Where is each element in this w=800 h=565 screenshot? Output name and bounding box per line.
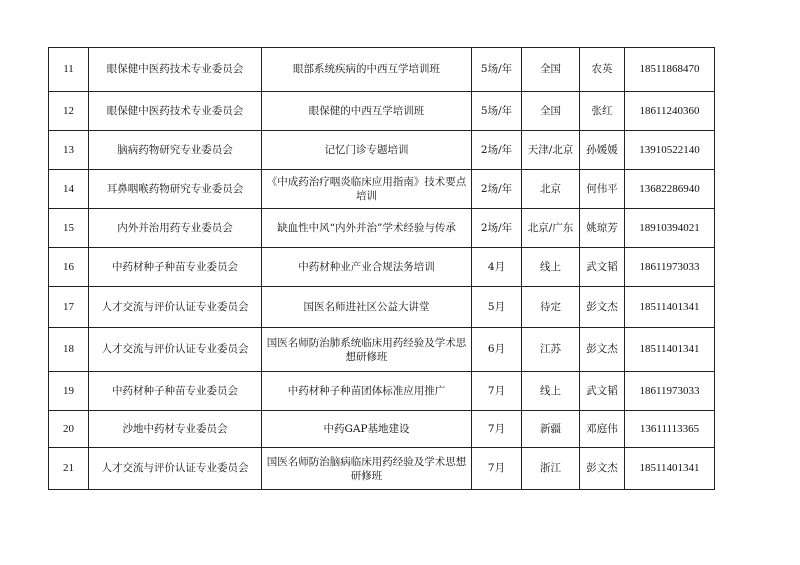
table-row [49, 248, 715, 287]
frequency-cell: 6月 [472, 328, 522, 372]
table-row [49, 48, 715, 92]
contact-cell: 彭文杰 [580, 328, 625, 372]
row-number: 13 [49, 131, 89, 170]
course-cell: 记忆门诊专题培训 [262, 131, 472, 170]
frequency-cell: 2场/年 [472, 131, 522, 170]
row-number: 20 [49, 411, 89, 448]
table-row [49, 170, 715, 209]
phone-cell: 18611240360 [625, 92, 715, 131]
row-number: 19 [49, 372, 89, 411]
contact-cell: 武文韬 [580, 248, 625, 287]
row-number: 16 [49, 248, 89, 287]
frequency-cell: 4月 [472, 248, 522, 287]
location-cell: 浙江 [522, 448, 580, 490]
course-cell: 《中成药治疗咽炎临床应用指南》技术要点培训 [262, 170, 472, 209]
frequency-cell: 5场/年 [472, 48, 522, 92]
committee-cell: 脑病药物研究专业委员会 [89, 131, 262, 170]
table-row [49, 328, 715, 372]
course-cell: 中药材种业产业合规法务培训 [262, 248, 472, 287]
committee-cell: 人才交流与评价认证专业委员会 [89, 287, 262, 328]
location-cell: 待定 [522, 287, 580, 328]
phone-cell: 18511401341 [625, 287, 715, 328]
contact-cell: 农英 [580, 48, 625, 92]
location-cell: 线上 [522, 248, 580, 287]
course-cell: 眼部系统疾病的中西互学培训班 [262, 48, 472, 92]
table-row [49, 209, 715, 248]
location-cell: 北京/广东 [522, 209, 580, 248]
phone-cell: 13910522140 [625, 131, 715, 170]
row-number: 12 [49, 92, 89, 131]
frequency-cell: 2场/年 [472, 170, 522, 209]
table-row [49, 372, 715, 411]
frequency-cell: 7月 [472, 372, 522, 411]
row-number: 14 [49, 170, 89, 209]
phone-cell: 13611113365 [625, 411, 715, 448]
committee-cell: 内外并治用药专业委员会 [89, 209, 262, 248]
frequency-cell: 7月 [472, 448, 522, 490]
contact-cell: 何伟平 [580, 170, 625, 209]
committee-cell: 耳鼻咽喉药物研究专业委员会 [89, 170, 262, 209]
course-cell: 国医名师防治脑病临床用药经验及学术思想研修班 [262, 448, 472, 490]
location-cell: 北京 [522, 170, 580, 209]
row-number: 15 [49, 209, 89, 248]
row-number: 18 [49, 328, 89, 372]
location-cell: 全国 [522, 92, 580, 131]
committee-cell: 沙地中药材专业委员会 [89, 411, 262, 448]
phone-cell: 18611973033 [625, 372, 715, 411]
committee-cell: 人才交流与评价认证专业委员会 [89, 448, 262, 490]
phone-cell: 18611973033 [625, 248, 715, 287]
phone-cell: 18511401341 [625, 448, 715, 490]
committee-cell: 眼保健中医药技术专业委员会 [89, 48, 262, 92]
course-cell: 国医名师进社区公益大讲堂 [262, 287, 472, 328]
contact-cell: 张红 [580, 92, 625, 131]
phone-cell: 18511868470 [625, 48, 715, 92]
contact-cell: 彭文杰 [580, 287, 625, 328]
table-row [49, 131, 715, 170]
committee-cell: 眼保健中医药技术专业委员会 [89, 92, 262, 131]
course-cell: 中药材种子种苗团体标准应用推广 [262, 372, 472, 411]
frequency-cell: 5场/年 [472, 92, 522, 131]
course-cell: 眼保健的中西互学培训班 [262, 92, 472, 131]
location-cell: 全国 [522, 48, 580, 92]
table-row [49, 287, 715, 328]
table-row [49, 448, 715, 490]
committee-cell: 人才交流与评价认证专业委员会 [89, 328, 262, 372]
table-row [49, 411, 715, 448]
course-cell: 缺血性中风“内外并治”学术经验与传承 [262, 209, 472, 248]
location-cell: 天津/北京 [522, 131, 580, 170]
frequency-cell: 7月 [472, 411, 522, 448]
course-cell: 国医名师防治肺系统临床用药经验及学术思想研修班 [262, 328, 472, 372]
phone-cell: 13682286940 [625, 170, 715, 209]
location-cell: 线上 [522, 372, 580, 411]
row-number: 17 [49, 287, 89, 328]
table-body [49, 48, 715, 490]
committee-cell: 中药材种子种苗专业委员会 [89, 248, 262, 287]
row-number: 11 [49, 48, 89, 92]
table-row [49, 92, 715, 131]
phone-cell: 18511401341 [625, 328, 715, 372]
location-cell: 江苏 [522, 328, 580, 372]
frequency-cell: 5月 [472, 287, 522, 328]
phone-cell: 18910394021 [625, 209, 715, 248]
committee-cell: 中药材种子种苗专业委员会 [89, 372, 262, 411]
location-cell: 新疆 [522, 411, 580, 448]
contact-cell: 武文韬 [580, 372, 625, 411]
frequency-cell: 2场/年 [472, 209, 522, 248]
contact-cell: 彭文杰 [580, 448, 625, 490]
training-schedule-table [48, 47, 715, 490]
contact-cell: 孙媛媛 [580, 131, 625, 170]
row-number: 21 [49, 448, 89, 490]
contact-cell: 姚琼芳 [580, 209, 625, 248]
contact-cell: 邓庭伟 [580, 411, 625, 448]
course-cell: 中药GAP基地建设 [262, 411, 472, 448]
